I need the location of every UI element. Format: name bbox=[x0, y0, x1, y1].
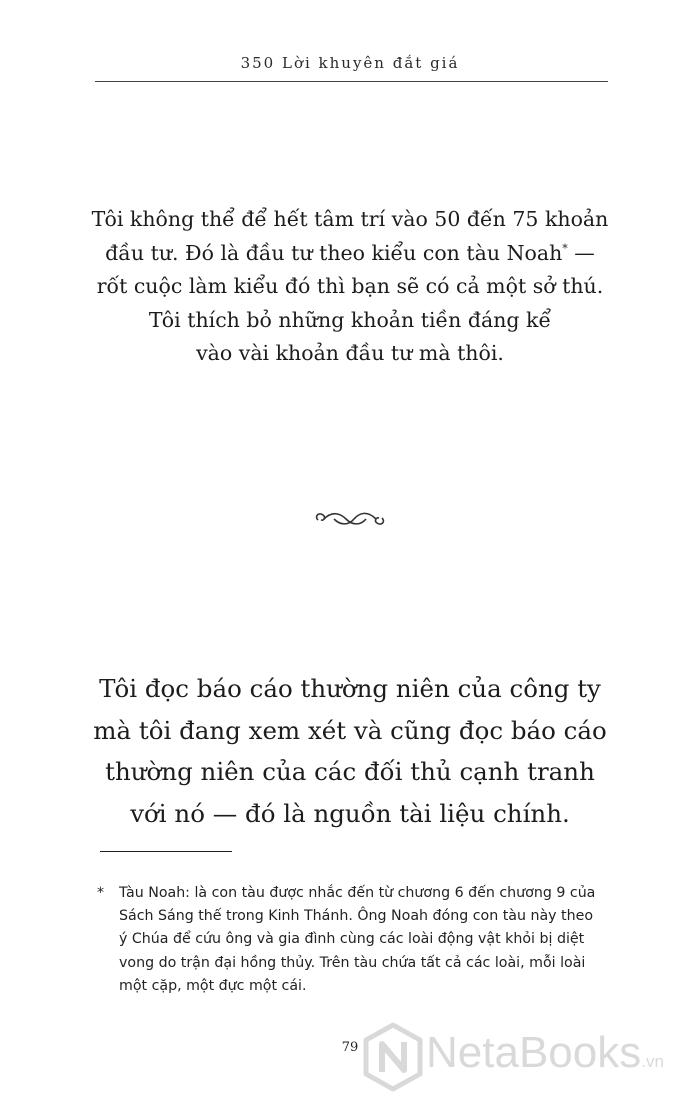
quote-2-line-1: Tôi đọc báo cáo thường niên của công ty bbox=[99, 674, 601, 703]
footnote-line-1: Tàu Noah: là con tàu được nhắc đến từ chương 6 đến chương 9 của bbox=[119, 885, 596, 901]
netabooks-watermark bbox=[362, 1022, 698, 1092]
watermark-suffix: .vn bbox=[641, 1052, 664, 1071]
watermark-brand: NetaBooks bbox=[426, 1028, 642, 1077]
footnote-line-5: một cặp, một đực một cái. bbox=[119, 977, 307, 994]
footnote-line-4: vong do trận đại hồng thủy. Trên tàu chứa tất cả các loài, mỗi loài bbox=[119, 954, 586, 971]
running-head-title: 350 Lời khuyên đắt giá bbox=[240, 54, 460, 72]
quote-1-line-2-dash: — bbox=[567, 240, 595, 265]
footnote-line-3: ý Chúa để cứu ông và gia đình cùng các loài động vật khỏi bị diệt bbox=[119, 931, 585, 948]
quote-1-line-2-text: đầu tư. Đó là đầu tư theo kiểu con tàu Noah bbox=[105, 240, 563, 265]
quote-block-2 bbox=[0, 668, 700, 834]
quote-1-line-1: Tôi không thể để hết tâm trí vào 50 đến 75 khoản bbox=[91, 207, 609, 231]
quote-1-line-4: Tôi thích bỏ những khoản tiền đáng kể bbox=[148, 307, 552, 332]
watermark-text bbox=[426, 1028, 664, 1078]
header-rule bbox=[95, 81, 608, 82]
footnote-reference-mark: * bbox=[562, 241, 568, 255]
quote-2-line-3: thường niên của các đối thủ cạnh tranh bbox=[105, 757, 595, 786]
footnote-rule bbox=[100, 851, 232, 852]
quote-2-line-4: với nó — đó là nguồn tài liệu chính. bbox=[130, 798, 570, 828]
quote-1-line-3: rốt cuộc làm kiểu đó thì bạn sẽ có cả một sở thú. bbox=[96, 274, 604, 298]
quote-block-1 bbox=[0, 203, 700, 371]
footnote-marker: * bbox=[97, 885, 105, 901]
netabooks-logo-icon bbox=[362, 1022, 424, 1092]
footnote-body bbox=[119, 882, 617, 998]
quote-1-line-2 bbox=[0, 237, 700, 271]
flourish-ornament-icon bbox=[310, 505, 390, 533]
quote-1-line-5: vào vài khoản đầu tư mà thôi. bbox=[196, 341, 504, 365]
footnote-line-2: Sách Sáng thế trong Kinh Thánh. Ông Noah đóng con tàu này theo bbox=[119, 908, 594, 925]
page-number: 79 bbox=[341, 1040, 359, 1055]
quote-2-line-2: mà tôi đang xem xét và cũng đọc báo cáo bbox=[93, 715, 607, 745]
footnote bbox=[97, 882, 617, 998]
